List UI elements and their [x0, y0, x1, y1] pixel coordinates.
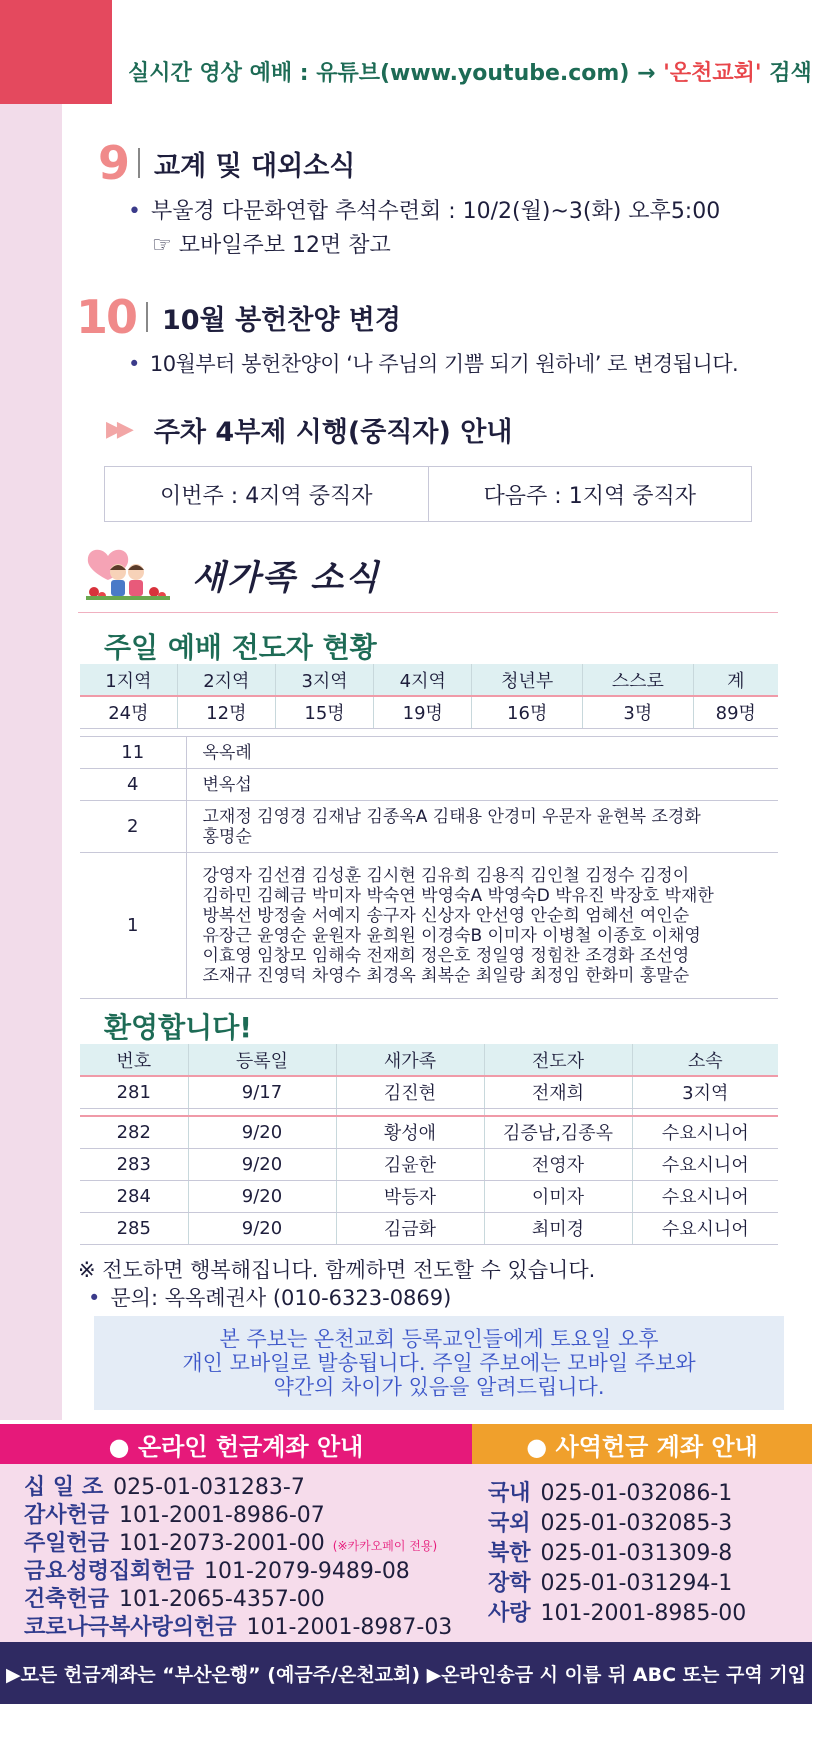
table-row: 282 9/20 황성애 김증남,김종옥 수요시니어 [80, 1116, 778, 1148]
section-title: 교계 및 대외소식 [154, 150, 356, 182]
couple-illustration-icon [78, 546, 174, 602]
section-9-header [98, 136, 355, 190]
list-item: 건축헌금 101-2065-4357-00 [24, 1587, 325, 1612]
online-offering-accounts [24, 1470, 452, 1638]
parking-title: ▶▶ 주차 4부제 시행(중직자) 안내 [106, 417, 513, 448]
evangelism-region-table: 1지역 2지역 3지역 4지역 청년부 스스로 계 24명 12명 15명 19명 16명 3명 89명 [80, 664, 778, 729]
list-item: 금요성령집회헌금 101-2079-9489-08 [24, 1559, 410, 1584]
section-9-line-2: ☞ 모바일주보 12면 참고 [152, 233, 391, 258]
table-row: 11 옥옥례 [80, 737, 778, 769]
list-item: 코로나극복사랑의헌금 101-2001-8987-03 [24, 1615, 453, 1640]
table-row: 285 9/20 김금화 최미경 수요시니어 [80, 1212, 778, 1244]
next-week-rotation: 다음주 : 1지역 중직자 [428, 467, 752, 521]
list-item: 북한 025-01-031309-8 [488, 1541, 733, 1566]
list-item: 주일헌금 101-2073-2001-00 (※카카오페이 전용) [24, 1531, 438, 1556]
this-week-rotation: 이번주 : 4지역 중직자 [160, 483, 373, 509]
section-number: 10 [76, 290, 137, 344]
online-offering-header: ● 온라인 헌금계좌 안내 [0, 1424, 472, 1464]
evangelism-note: ※ 전도하면 행복해집니다. 함께하면 전도할 수 있습니다. [78, 1258, 596, 1282]
evangelist-names-table [80, 736, 778, 999]
live-stream-notice: 실시간 영상 예배 : 유튜브(www.youtube.com) → '온천교회' 검색 [128, 61, 812, 86]
list-item: 국외 025-01-032085-3 [488, 1511, 733, 1536]
left-decor-bar [0, 0, 62, 1420]
mobile-bulletin-notice: 본 주보는 온천교회 등록교인들에게 토요일 오후 개인 모바일로 발송됩니다. 주일 주보에는 모바일 주보와 약간의 차이가 있음을 알려드립니다. [94, 1316, 784, 1410]
evangelism-title: 주일 예배 전도자 현황 [104, 631, 377, 664]
parking-rotation-box [104, 466, 752, 522]
list-item: 장학 025-01-031294-1 [488, 1571, 733, 1596]
section-9-line-1: • 부울경 다문화연합 추석수련회 : 10/2(월)~3(화) 오후5:00 [128, 199, 721, 224]
welcome-table: 번호 등록일 새가족 전도자 소속 281 9/17 김진현 전재희 3지역 282 9/20 황성애 김증남,김종옥 수요시니어 283 9/20 김윤한 전영자 수요시니어 284 9/20 박등자 이미자 수요시니어 285 9/20 김금화 최미경 수요시니어 [80, 1044, 778, 1245]
list-item: 십 일 조 025-01-031283-7 [24, 1475, 305, 1500]
corner-decor-block [0, 0, 112, 104]
table-row: 281 9/17 김진현 전재희 3지역 [80, 1076, 778, 1108]
section-10-line-1: • 10월부터 봉헌찬양이 ‘나 주님의 기쁨 되기 원하네’ 로 변경됩니다. [128, 352, 739, 376]
list-item: 국내 025-01-032086-1 [488, 1481, 733, 1506]
section-title: 10월 봉헌찬양 변경 [162, 304, 401, 336]
double-arrow-icon: ▶▶ [106, 417, 128, 442]
bank-footer-notice: ▶모든 헌금계좌는 “부산은행” (예금주/온천교회) ▶온라인송금 시 이름 뒤 ABC 또는 구역 기입 [0, 1642, 812, 1704]
welcome-title: 환영합니다! [104, 1011, 253, 1044]
table-row: 4 변옥섭 [80, 769, 778, 801]
contact-note: • 문의: 옥옥례권사 (010-6323-0869) [88, 1286, 452, 1310]
table-row: 1 강영자 김선겸 김성훈 김시현 김유희 김용직 김인철 김정수 김정이 김하민 김혜금 박미자 박숙연 박영숙A 박영숙D 박유진 박장호 박재한 방복선 방정술 서예지 송구자 신상자 안선영 안순희 엄혜선 여인순 유장근 윤영순 윤원자 윤희원 이경숙B 이미자 이병철 이종호 이채영 이효영 임창모 임해숙 전재희 정은호 정일영 정힘찬 조경화 조선영 조재규 진영덕 차영수 최경옥 최복순 최일랑 최정임 한화미 홍말순 [80, 853, 778, 999]
ministry-offering-accounts [488, 1470, 746, 1626]
table-row: 283 9/20 김윤한 전영자 수요시니어 [80, 1148, 778, 1180]
table-row: 284 9/20 박등자 이미자 수요시니어 [80, 1180, 778, 1212]
list-item: 감사헌금 101-2001-8986-07 [24, 1503, 325, 1528]
table-row: 2 고재정 김영경 김재남 김종옥A 김태용 안경미 우문자 윤현복 조경화 홍명순 [80, 801, 778, 853]
new-family-title: 새가족 소식 [192, 557, 381, 598]
new-family-header [78, 546, 380, 602]
section-10-header [76, 290, 401, 344]
ministry-offering-header: ● 사역헌금 계좌 안내 [472, 1424, 812, 1464]
section-number: 9 [98, 136, 129, 190]
list-item: 사랑 101-2001-8985-00 [488, 1601, 747, 1626]
